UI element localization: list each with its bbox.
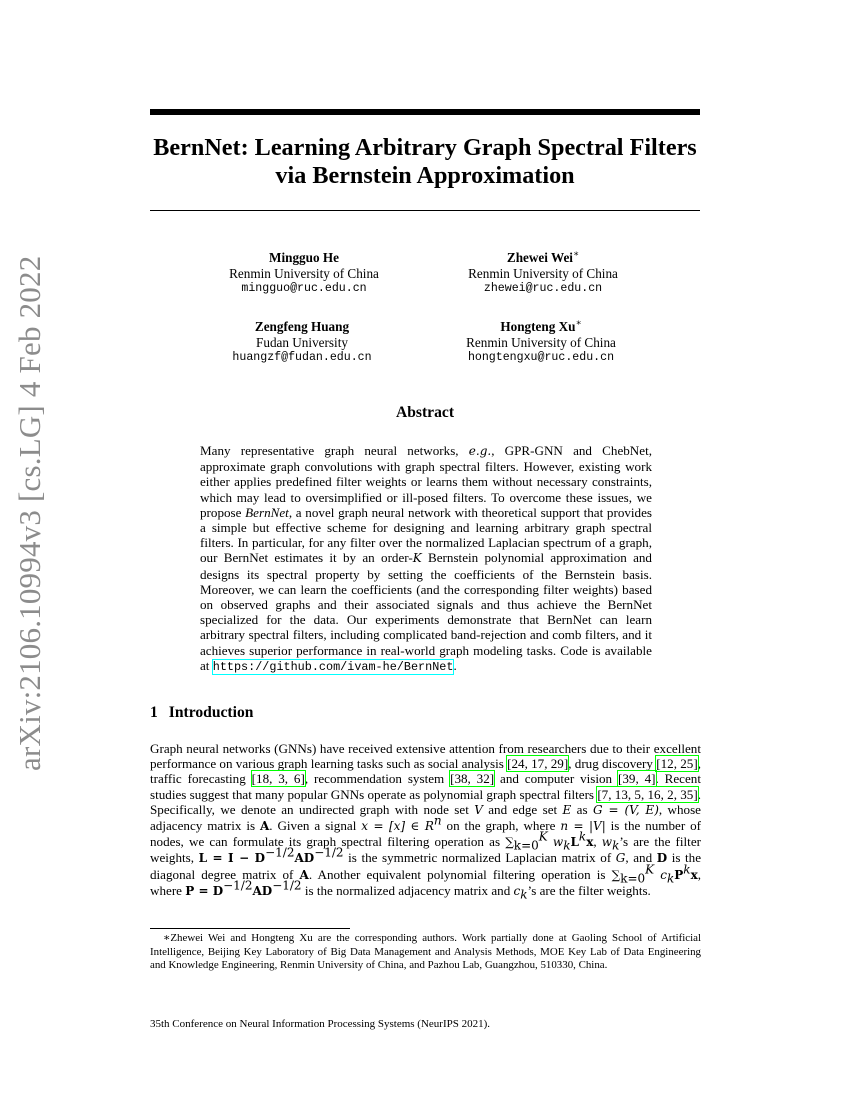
paper-title [150,134,700,190]
author-affiliation: Renmin University of China [468,265,618,281]
citation-link[interactable]: [12, 25] [656,756,698,772]
author-name: Zengfeng Huang [254,319,350,334]
citation-link[interactable]: [7, 13, 5, 16, 2, 35] [597,786,698,802]
introduction-text: Graph neural networks (GNNs) have received extensive attention from researchers due to their excellent performance on various graph learning tasks such as social analysis [24, 17, 29], drug discovery [12, 25], traffic forecasting [18, 3, 6], recommendation system [38, 32] and computer vision [39, 4]. Recent studies suggest that many popular GNNs operate as polynomial graph spectral filters [7, 13, 5, 16, 2, 35]. Specifically, we denote an undirected graph with node set V and edge set E as G = (V, E), whose adjacency matrix is A. Given a signal x = [x] ∈ $R^n$ on the graph, where n = |V| is the number of nodes, we can formulate its graph spectral filtering operation as $\sum_{k=0}^K$ $w_kL^kx$, $w_k’s$ are the filter weights, $L = I - D^{-1/2}AD^{-1/2}$ is the symmetric normalized Laplacian matrix of G, and D is the diagonal degree matrix of A. Another equivalent polynomial filtering operation is $\sum_{k=0}^K$ $c_kP^kx$, where $P = D^{-1/2}AD^{-1/2}$ is the normalized adjacency matrix and $c_k’s$ are the filter weights. [150,741,702,902]
citation-link[interactable]: [24, 17, 29] [507,756,569,772]
code-url-link[interactable]: https://github.com/ivam-he/BernNet [212,659,454,674]
footnote-rule [150,928,350,929]
author-affiliation: Renmin University of China [229,265,379,281]
author-affiliation: Fudan University [256,334,348,350]
footnote: ∗Zhewei Wei and Hongteng Xu are the corresponding authors. Work partially done at Gaoling School of Artificial Intelligence, Beijing Key Laboratory of Big Data Management and Analysis Methods, MOE Key Lab of Data Engineering and Knowledge Engineering, Renmin University of China, and Pazhou Lab, Guangzhou, 510330, China. [150,932,701,971]
citation-link[interactable]: [38, 32] [450,771,495,787]
abstract-text: Many representative graph neural networks, e.g., GPR-GNN and ChebNet, approximate graph convolutions with graph spectral filters. However, existing work either applies predefined filter weights or learns them without necessary constraints, which may lead to oversimplified or ill-posed filters. To overcome these issues, we propose BernNet, a novel graph neural network with theoretical support that provides a simple but effective scheme for designing and learning arbitrary graph spectral filters. In particular, for any filter over the normalized Laplacian spectrum of a graph, our BernNet estimates it by an order-K Bernstein polynomial approximation and designs its spectral property by setting the coefficients of the Bernstein basis. Moreover, we can learn the coefficients (and the corresponding filter weights) based on observed graphs and their associated signals and thus achieve the BernNet specialized for the data. Our experiments demonstrate that BernNet can learn arbitrary spectral filters, including complicated band-rejection and comb filters, and it achieves superior performance in real-world graph modeling tasks. Code is available at https://github.com/ivam-he/BernNet. [200,443,652,674]
title-line-1: BernNet: Learning Arbitrary Graph Spectral Filters [153,134,697,161]
arxiv-stamp [4,255,50,771]
conference-note: 35th Conference on Neural Information Processing Systems (NeurIPS 2021). [150,1018,491,1030]
author-block [182,319,422,366]
title-line-2: via Bernstein Approximation [275,162,575,189]
author-name: Hongteng Xu∗ [500,317,582,334]
title-top-rule [150,109,700,115]
abstract-heading: Abstract [395,404,455,421]
author-email[interactable]: zhewei@ruc.edu.cn [483,282,603,295]
author-affiliation: Renmin University of China [466,334,616,350]
author-email[interactable]: hongtengxu@ruc.edu.cn [467,351,615,364]
author-block [184,250,424,297]
citation-link[interactable]: [18, 3, 6] [251,771,305,787]
section-heading-introduction: 1 Introduction [150,704,254,721]
author-name: Mingguo He [269,250,339,265]
author-block [423,250,663,297]
author-block [421,319,661,366]
arxiv-stamp-text: arXiv:2106.10994v3 [cs.LG] 4 Feb 2022 [12,255,47,771]
author-email[interactable]: huangzf@fudan.edu.cn [232,351,372,364]
author-email[interactable]: mingguo@ruc.edu.cn [241,282,367,295]
citation-link[interactable]: [39, 4] [617,771,656,787]
title-bottom-rule [150,210,700,211]
author-name: Zhewei Wei∗ [506,248,580,265]
